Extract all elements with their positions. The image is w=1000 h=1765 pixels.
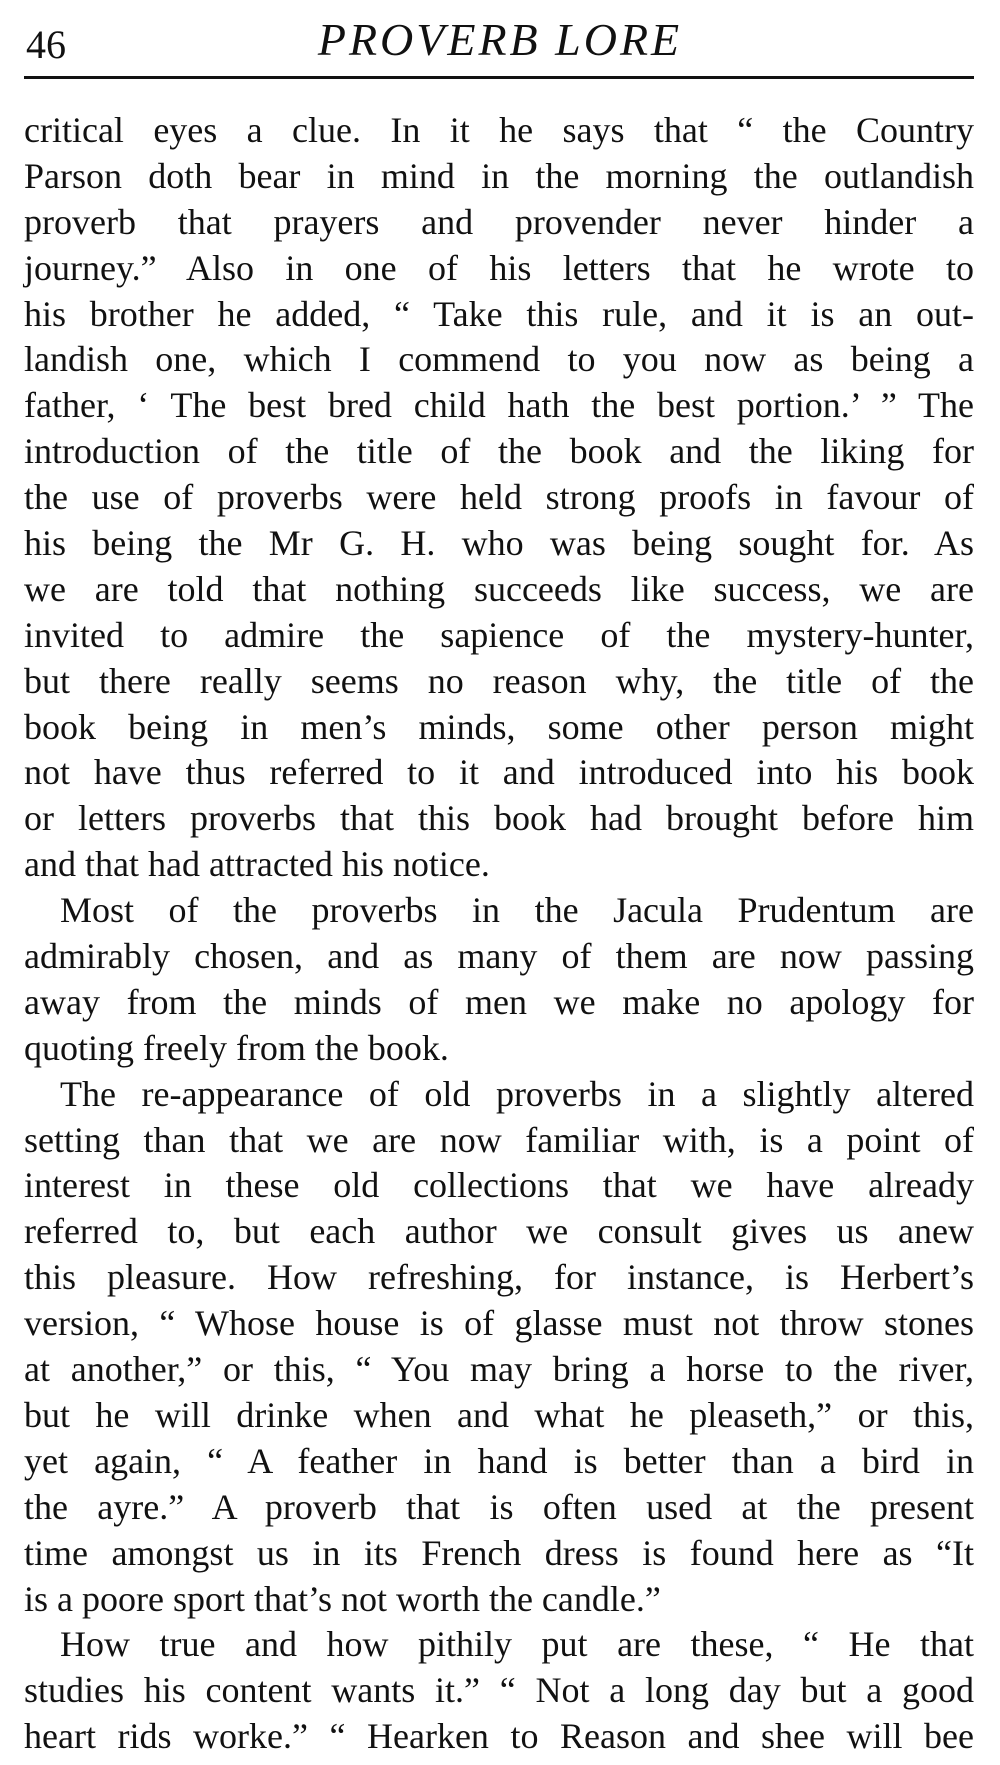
text-line: referred to, but each author we consult gives us anew	[24, 1211, 974, 1252]
text-line: studies his content wants it.” “ Not a long day but a good	[24, 1670, 974, 1711]
page-number: 46	[26, 22, 66, 67]
text-line: quoting freely from the book.	[24, 1027, 449, 1068]
text-line: at another,” or this, “ You may bring a horse to the river,	[24, 1349, 974, 1390]
text-line: admirably chosen, and as many of them are now passing	[24, 936, 974, 977]
text-line: or letters proverbs that this book had brought before him	[24, 798, 974, 839]
header-rule	[24, 76, 974, 79]
text-line: introduction of the title of the book and the liking for	[24, 431, 974, 472]
running-title: PROVERB LORE	[317, 14, 683, 65]
text-line: critical eyes a clue. In it he says that “ the Country	[24, 110, 974, 150]
text-line: proverb that prayers and provender never hinder a	[24, 201, 974, 242]
text-line: his being the Mr G. H. who was being sought for. As	[24, 523, 974, 564]
text-line: Parson doth bear in mind in the morning the outlandish	[24, 155, 974, 196]
text-line: interest in these old collections that we have already	[24, 1165, 974, 1206]
text-line: but he will drinke when and what he pleaseth,” or this,	[24, 1394, 974, 1435]
paragraph-1	[24, 108, 974, 888]
text-line: is a poore sport that’s not worth the candle.”	[24, 1578, 661, 1619]
text-line: time amongst us in its French dress is found here as “It	[24, 1532, 974, 1573]
text-line: book being in men’s minds, some other person might	[24, 706, 974, 747]
text-line: heart rids worke.” “ Hearken to Reason and shee will bee	[24, 1716, 974, 1757]
text-line: not have thus referred to it and introduced into his book	[24, 752, 974, 793]
text-line: this pleasure. How refreshing, for instance, is Herbert’s	[24, 1257, 974, 1298]
text-line: the use of proverbs were held strong proofs in favour of	[24, 477, 974, 518]
text-line: father, ‘ The best bred child hath the best portion.’ ” The	[24, 385, 974, 426]
running-head	[24, 12, 976, 72]
text-line: How true and how pithily put are these, “ He that	[60, 1624, 974, 1665]
text-line: invited to admire the sapience of the mystery-hunter,	[24, 614, 974, 655]
text-line: landish one, which I commend to you now as being a	[24, 339, 974, 380]
text-line: journey.” Also in one of his letters that he wrote to	[24, 247, 974, 288]
text-line: we are told that nothing succeeds like success, we are	[24, 568, 974, 609]
text-line: the ayre.” A proverb that is often used at the present	[24, 1486, 974, 1527]
text-line: his brother he added, “ Take this rule, and it is an out-	[24, 293, 974, 334]
text-line: The re-appearance of old proverbs in a slightly altered	[60, 1073, 974, 1114]
text-line: setting than that we are now familiar with, is a point of	[24, 1119, 974, 1160]
text-line: yet again, “ A feather in hand is better than a bird in	[24, 1440, 974, 1481]
body-text	[24, 108, 974, 1760]
text-line: version, “ Whose house is of glasse must not throw stones	[24, 1303, 974, 1344]
text-line: and that had attracted his notice.	[24, 844, 490, 885]
paragraph-4	[24, 1622, 974, 1760]
paragraph-3	[24, 1072, 974, 1623]
text-line: but there really seems no reason why, the title of the	[24, 660, 974, 701]
text-line: away from the minds of men we make no apology for	[24, 981, 974, 1022]
paragraph-2	[24, 888, 974, 1072]
text-line: Most of the proverbs in the Jacula Prudentum are	[60, 890, 974, 931]
